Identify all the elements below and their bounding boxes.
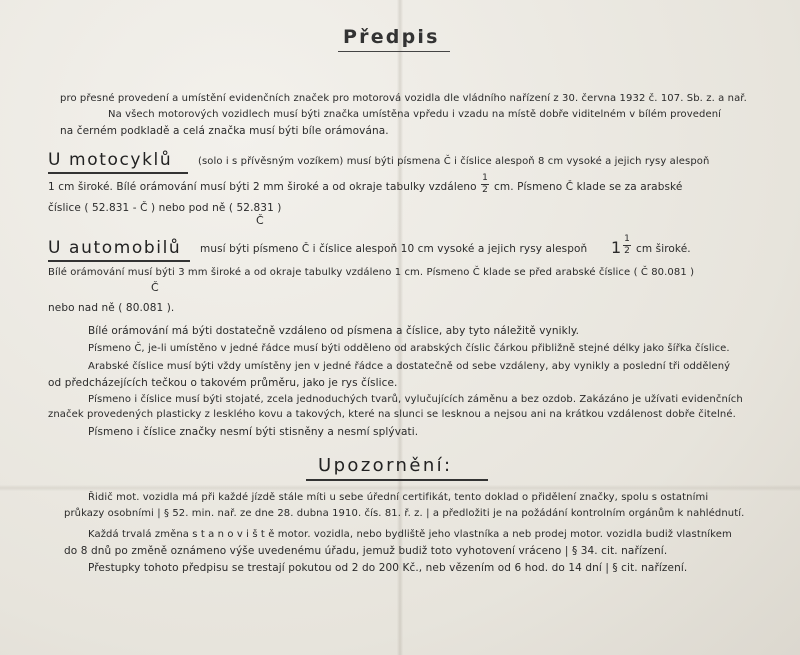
motorcycle-heading: U motocyklů bbox=[48, 150, 173, 170]
warning-heading: Upozornění: bbox=[318, 455, 453, 476]
motorcycle-line-3: číslice ( 52.831 - Č ) nebo pod ně ( 52.831 ) bbox=[48, 202, 282, 214]
warning-line-4: do 8 dnů po změně oznámeno výše uvedenému úřadu, jemuž budiž toto vyhotovení vráceno | § 34. cit. nařízení. bbox=[64, 545, 668, 557]
rule-5: Písmeno i číslice musí býti stojaté, zcela jednoduchých tvarů, vylučujících záměnu a bez ozdob. Zakázáno je užívati evidenčních bbox=[88, 394, 743, 405]
rule-2: Písmeno Č, je-li umístěno v jedné řádce musí býti odděleno od arabských číslic čárkou přibližně stejné délky jako šířka číslice. bbox=[88, 343, 730, 354]
automobile-fraction-numerator: 1 bbox=[624, 234, 630, 244]
automobile-line-1b: cm široké. bbox=[636, 243, 691, 255]
intro-line-1: pro přesné provedení a umístění evidenčních značek pro motorová vozidla dle vládního nařízení z 30. června 1932 č. 107. Sb. z. a nař. bbox=[60, 93, 747, 104]
automobile-heading-rule bbox=[48, 260, 190, 262]
warning-line-1: Řidič mot. vozidla má při každé jízdě stále míti u sebe úřední certifikát, tento doklad o přidělení značky, spolu s ostatními bbox=[88, 492, 709, 503]
motorcycle-line-1: (solo i s přívěsným vozíkem) musí býti písmena Č i číslice alespoň 8 cm vysoké a jejich rysy alespoň bbox=[198, 156, 710, 167]
automobile-line-2: Bílé orámování musí býti 3 mm široké a od okraje tabulky vzdáleno 1 cm. Písmeno Č klade se před arabské číslice ( Č 80.081 ) bbox=[48, 267, 695, 278]
warning-line-3: Každá trvalá změna s t a n o v i š t ě motor. vozidla, nebo bydliště jeho vlastníka a neb prodej motor. vozidla budiž vlastníkem bbox=[88, 529, 732, 540]
warning-line-5: Přestupky tohoto předpisu se trestají pokutou od 2 do 200 Kč., neb vězením od 6 hod. do 14 dní | § cit. nařízení. bbox=[88, 562, 688, 574]
rule-7: Písmeno i číslice značky nesmí býti stisněny a nesmí splývati. bbox=[88, 426, 419, 438]
motorcycle-line-3-sub: Č bbox=[256, 214, 264, 227]
motorcycle-line-2b: cm. Písmeno Č klade se za arabské bbox=[494, 181, 683, 193]
rule-1: Bílé orámování má býti dostatečně vzdáleno od písmena a číslice, aby tyto náležitě vynikly. bbox=[88, 325, 580, 337]
automobile-heading: U automobilů bbox=[48, 238, 182, 258]
warning-line-2: průkazy osobními | § 52. min. nař. ze dne 28. dubna 1910. čís. 81. ř. z. | a předložiti je na požádání kontrolním orgánům k nahlédnutí. bbox=[64, 508, 745, 519]
rule-3: Arabské číslice musí býti vždy umístěny jen v jedné řádce a dostatečně od sebe vzdáleny, aby vynikly a poslední tři oddělený bbox=[88, 361, 731, 372]
motorcycle-line-2a: 1 cm široké. Bílé orámování musí býti 2 mm široké a od okraje tabulky vzdáleno bbox=[48, 181, 477, 193]
document-title: Předpis bbox=[343, 26, 440, 48]
warning-heading-rule bbox=[306, 479, 488, 481]
intro-line-3: na černém podkladě a celá značka musí býti bíle orámována. bbox=[60, 125, 389, 137]
automobile-line-1: musí býti písmeno Č i číslice alespoň 10 cm vysoké a jejich rysy alespoň bbox=[200, 243, 588, 255]
automobile-line-3: nebo nad ně ( 80.081 ). bbox=[48, 302, 175, 314]
rule-6: značek provedených plasticky z lesklého kovu a takových, které na slunci se lesknou a nejsou ani na krátkou vzdálenost dobře čitelné. bbox=[48, 409, 736, 420]
title-underline bbox=[338, 51, 450, 52]
automobile-line-2-sub: Č bbox=[151, 281, 159, 294]
motorcycle-fraction-denominator: 2 bbox=[482, 185, 488, 195]
motorcycle-fraction-numerator: 1 bbox=[482, 173, 488, 183]
intro-line-2: Na všech motorových vozidlech musí býti značka umístěna vpředu i vzadu na místě dobře viditelném v bílém provedení bbox=[108, 109, 722, 120]
rule-4: od předcházejících tečkou o takovém průměru, jako je rys číslice. bbox=[48, 377, 398, 389]
automobile-fraction-denominator: 2 bbox=[624, 246, 630, 256]
motorcycle-heading-rule bbox=[48, 172, 188, 174]
automobile-whole-number: 1 bbox=[611, 238, 622, 257]
